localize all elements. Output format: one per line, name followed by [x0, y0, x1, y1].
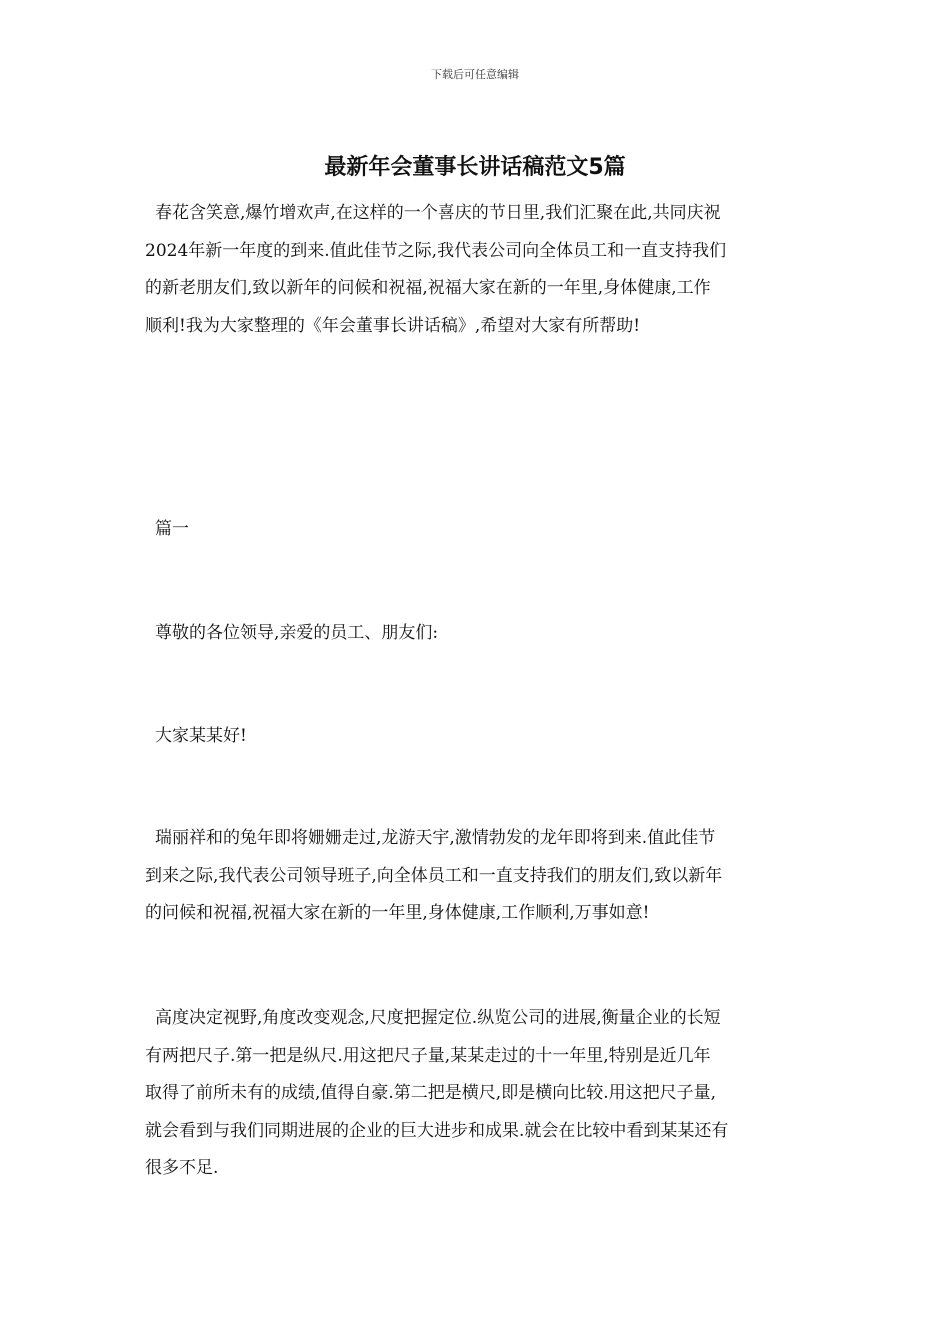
intro-line: 春花含笑意,爆竹增欢声,在这样的一个喜庆的节日里,我们汇聚在此,共同庆祝: [155, 203, 721, 223]
greeting-text: 大家某某好!: [155, 726, 247, 746]
header-note: 下载后可任意编辑: [431, 68, 519, 81]
intro-paragraph: [145, 195, 810, 345]
paragraph-line: 取得了前所未有的成绩,值得自豪.第二把是横尺,即是横向比较.用这把尺子量,: [145, 1083, 717, 1103]
document-title: 最新年会董事长讲话稿范文5篇: [324, 155, 626, 180]
paragraph-line: 高度决定视野,角度改变观念,尺度把握定位.纵览公司的进展,衡量企业的长短: [155, 1008, 721, 1028]
intro-line: 2024年新一年度的到来.值此佳节之际,我代表公司向全体员工和一直支持我们: [145, 240, 727, 261]
greeting: [145, 718, 810, 756]
paragraph-line: 瑞丽祥和的兔年即将姗姗走过,龙游天宇,激情勃发的龙年即将到来.值此佳节: [155, 828, 716, 848]
paragraph-line: 就会看到与我们同期进展的企业的巨大进步和成果.就会在比较中看到某某还有: [145, 1120, 729, 1141]
intro-line: 顺利!我为大家整理的《年会董事长讲话稿》,希望对大家有所帮助!: [145, 315, 641, 336]
paragraph-line: 很多不足.: [145, 1158, 219, 1178]
body-paragraph-2: [145, 1000, 810, 1188]
section-heading: [145, 511, 810, 549]
paragraph-line: 到来之际,我代表公司领导班子,向全体员工和一直支持我们的朋友们,致以新年: [145, 865, 723, 886]
body-paragraph-1: [145, 820, 810, 933]
salutation-text: 尊敬的各位领导,亲爱的员工、朋友们:: [155, 623, 439, 643]
intro-line: 的新老朋友们,致以新年的问候和祝福,祝福大家在新的一年里,身体健康,工作: [145, 278, 711, 298]
section-heading-text: 篇一: [155, 519, 189, 539]
paragraph-line: 有两把尺子.第一把是纵尺.用这把尺子量,某某走过的十一年里,特别是近几年: [145, 1045, 711, 1066]
salutation: [145, 615, 810, 653]
paragraph-line: 的问候和祝福,祝福大家在新的一年里,身体健康,工作顺利,万事如意!: [145, 903, 650, 923]
